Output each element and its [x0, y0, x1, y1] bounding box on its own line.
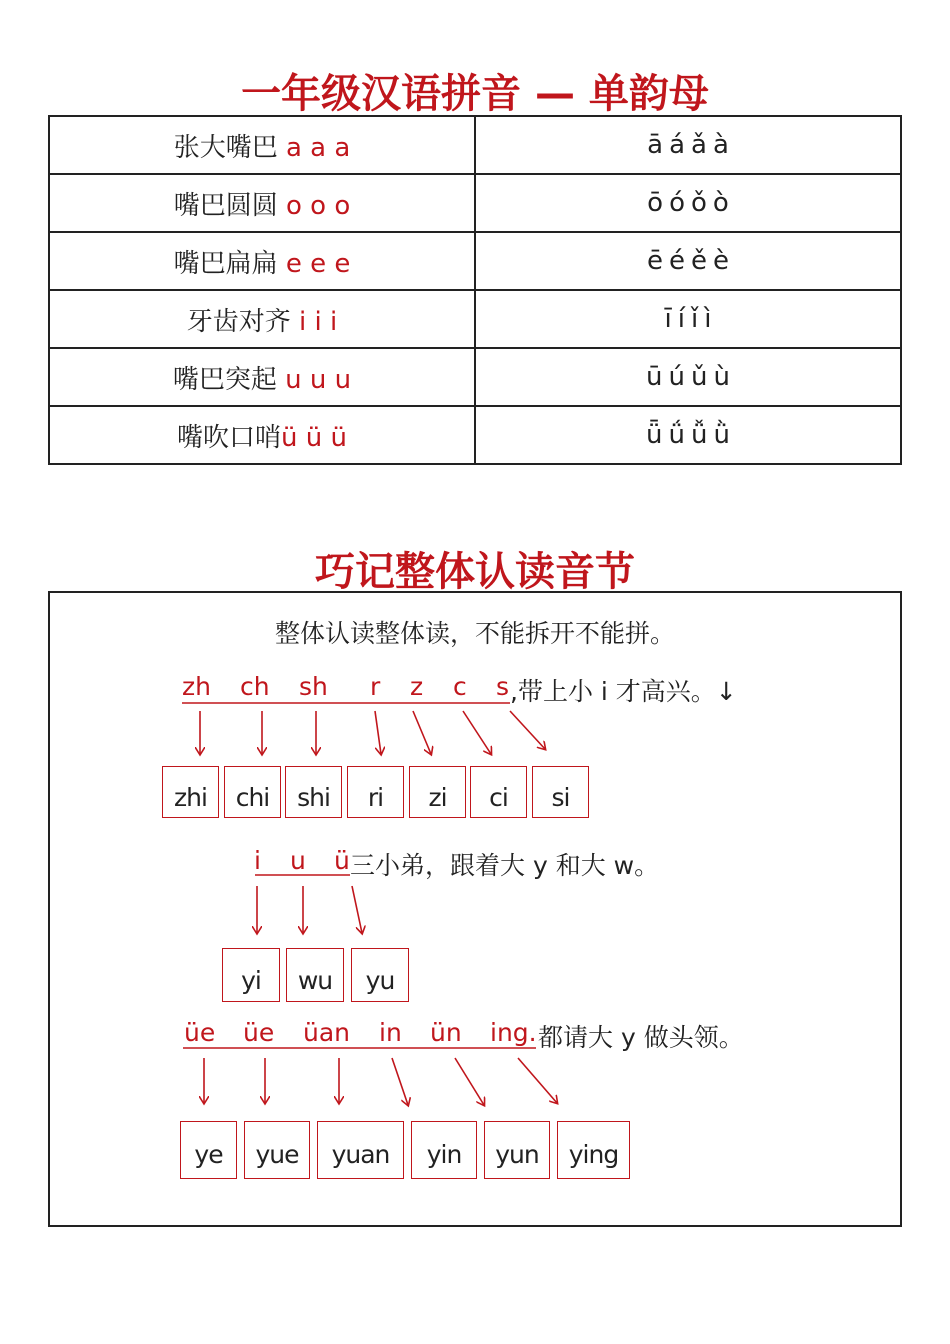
syllable-box: chi — [224, 766, 281, 818]
vowel-tones: ǖ ǘ ǚ ǜ — [475, 406, 901, 464]
syllable-box: yun — [484, 1121, 550, 1179]
arrow-icon — [352, 886, 362, 933]
initial-c: c — [453, 672, 467, 701]
syllable-box: ci — [470, 766, 527, 818]
section-title: 巧记整体认读音节 — [315, 549, 635, 595]
initial-z: z — [410, 672, 424, 701]
final-i: i — [254, 846, 261, 875]
intro-text: 整体认读整体读，不能拆开不能拼。 — [274, 619, 675, 648]
arrow-icon — [413, 711, 431, 754]
final-van: üan — [303, 1018, 351, 1047]
initial-sh: sh — [299, 672, 328, 701]
final-ve: üe — [243, 1018, 275, 1047]
vowel-description: 嘴巴扁扁 e e e — [49, 232, 475, 290]
vowel-description: 嘴吹口哨ü ü ü — [49, 406, 475, 464]
group1-rhyme: ,带上小 i 才高兴。↓ — [510, 677, 737, 706]
initial-r: r — [370, 672, 381, 701]
syllable-box: ye — [180, 1121, 237, 1179]
vowel-tones: ī í ǐ ì — [475, 290, 901, 348]
syllable-box: yu — [351, 948, 409, 1002]
final-in: in — [379, 1018, 402, 1047]
initial-ch: ch — [240, 672, 270, 701]
final-u: u — [290, 846, 306, 875]
vowel-description: 嘴巴突起 u u u — [49, 348, 475, 406]
syllable-box: ri — [347, 766, 404, 818]
syllable-box: yue — [244, 1121, 310, 1179]
group3-rhyme: 都请大 y 做头领。 — [538, 1023, 744, 1052]
syllable-box: ying — [557, 1121, 630, 1179]
syllable-box: zi — [409, 766, 466, 818]
page-title: 一年级汉语拼音 — 单韵母 — [241, 71, 709, 117]
initial-zh: zh — [182, 672, 211, 701]
final-v: ü — [334, 846, 350, 875]
group2-rhyme: 三小弟，跟着大 y 和大 w。 — [350, 851, 660, 880]
syllable-box: yin — [411, 1121, 477, 1179]
syllable-box: zhi — [162, 766, 219, 818]
vowel-description: 张大嘴巴 a a a — [49, 116, 475, 174]
arrow-icon — [375, 711, 381, 754]
arrow-icon — [455, 1058, 484, 1105]
vowel-description: 嘴巴圆圆 o o o — [49, 174, 475, 232]
vowel-description: 牙齿对齐 i i i — [49, 290, 475, 348]
final-ing: ing. — [490, 1018, 537, 1047]
syllable-box: shi — [285, 766, 342, 818]
syllable-box: yi — [222, 948, 280, 1002]
final-vn: ün — [430, 1018, 462, 1047]
syllable-box: wu — [286, 948, 344, 1002]
vowel-tones: ō ó ǒ ò — [475, 174, 901, 232]
arrow-icon — [518, 1058, 557, 1103]
arrow-icon — [510, 711, 545, 749]
initial-s: s — [496, 672, 510, 701]
vowel-tones: ū ú ǔ ù — [475, 348, 901, 406]
final-ve: üe — [184, 1018, 216, 1047]
arrow-icon — [392, 1058, 408, 1105]
syllable-box: yuan — [317, 1121, 404, 1179]
arrow-icon — [463, 711, 491, 754]
vowel-tones: ē é ě è — [475, 232, 901, 290]
syllable-box: si — [532, 766, 589, 818]
vowel-tones: ā á ǎ à — [475, 116, 901, 174]
